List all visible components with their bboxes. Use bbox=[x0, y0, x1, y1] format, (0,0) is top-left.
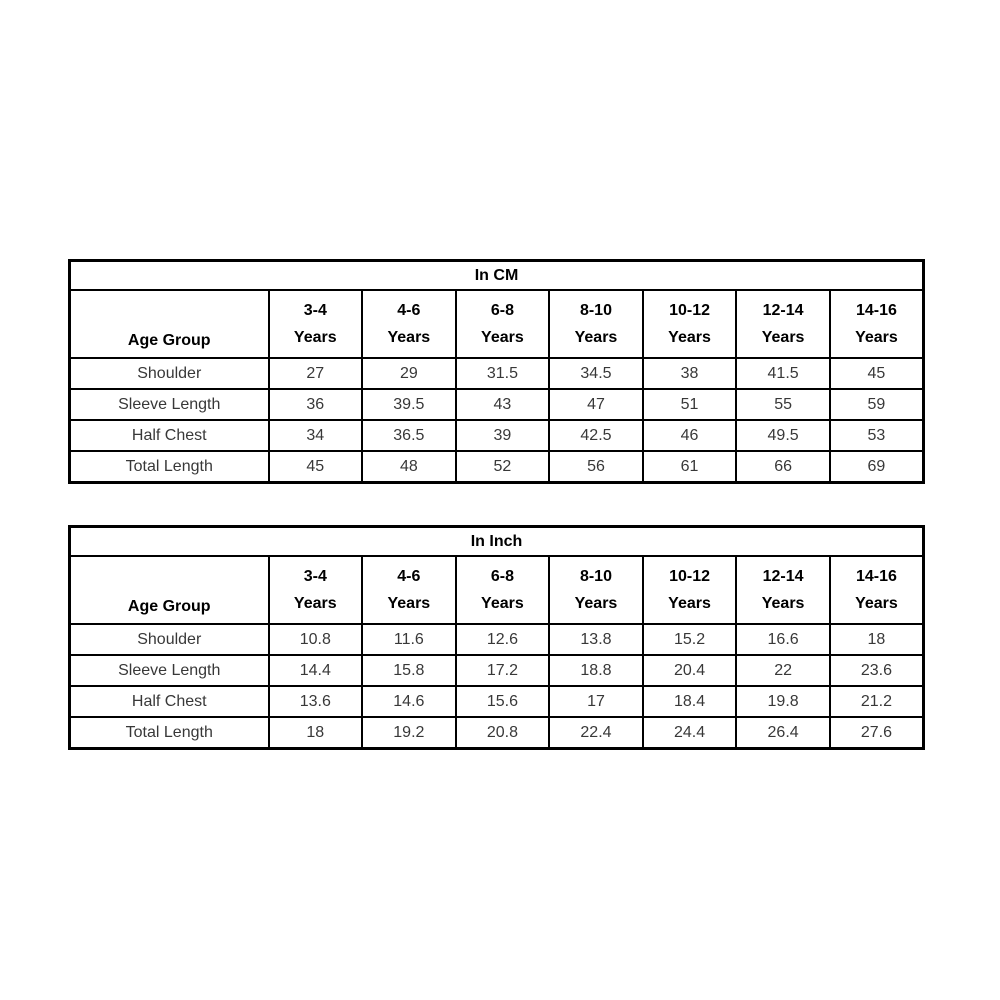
column-header-range: 12-14 bbox=[762, 302, 804, 319]
value-cell: 24.4 bbox=[643, 717, 737, 749]
size-chart-inch bbox=[68, 525, 925, 750]
value-cell: 34 bbox=[269, 420, 363, 451]
column-header bbox=[456, 290, 550, 358]
column-header-unit: Years bbox=[855, 329, 898, 346]
value-cell: 34.5 bbox=[549, 358, 643, 389]
column-header-range: 8-10 bbox=[579, 302, 612, 319]
value-cell: 14.4 bbox=[269, 655, 363, 686]
value-cell: 21.2 bbox=[830, 686, 924, 717]
value-cell: 42.5 bbox=[549, 420, 643, 451]
row-label: Total Length bbox=[70, 717, 269, 749]
table-row bbox=[70, 624, 924, 655]
value-cell: 20.8 bbox=[456, 717, 550, 749]
value-cell: 46 bbox=[643, 420, 737, 451]
size-table bbox=[68, 259, 925, 484]
value-cell: 18.8 bbox=[549, 655, 643, 686]
value-cell: 59 bbox=[830, 389, 924, 420]
value-cell: 18 bbox=[269, 717, 363, 749]
value-cell: 19.8 bbox=[736, 686, 830, 717]
column-header bbox=[643, 556, 737, 624]
value-cell: 53 bbox=[830, 420, 924, 451]
column-header bbox=[549, 290, 643, 358]
value-cell: 29 bbox=[362, 358, 456, 389]
value-cell: 22.4 bbox=[549, 717, 643, 749]
table-row bbox=[70, 655, 924, 686]
column-header-unit: Years bbox=[293, 595, 337, 612]
value-cell: 11.6 bbox=[362, 624, 456, 655]
column-header-range: 4-6 bbox=[397, 568, 421, 585]
value-cell: 39.5 bbox=[362, 389, 456, 420]
value-cell: 55 bbox=[736, 389, 830, 420]
column-header-range: 10-12 bbox=[669, 302, 710, 319]
value-cell: 12.6 bbox=[456, 624, 550, 655]
column-header bbox=[830, 290, 924, 358]
column-header-unit: Years bbox=[855, 595, 898, 612]
table-title: In CM bbox=[70, 261, 924, 291]
value-cell: 27.6 bbox=[830, 717, 924, 749]
value-cell: 15.8 bbox=[362, 655, 456, 686]
value-cell: 41.5 bbox=[736, 358, 830, 389]
value-cell: 18 bbox=[830, 624, 924, 655]
column-header bbox=[362, 290, 456, 358]
age-group-header: Age Group bbox=[70, 290, 269, 358]
value-cell: 17.2 bbox=[456, 655, 550, 686]
value-cell: 31.5 bbox=[456, 358, 550, 389]
size-chart-cm bbox=[68, 259, 925, 484]
value-cell: 19.2 bbox=[362, 717, 456, 749]
value-cell: 36.5 bbox=[362, 420, 456, 451]
column-header-range: 6-8 bbox=[490, 568, 514, 585]
table-title: In Inch bbox=[70, 527, 924, 557]
row-label: Shoulder bbox=[70, 624, 269, 655]
column-header bbox=[830, 556, 924, 624]
column-header bbox=[456, 556, 550, 624]
value-cell: 13.8 bbox=[549, 624, 643, 655]
value-cell: 16.6 bbox=[736, 624, 830, 655]
column-header-unit: Years bbox=[761, 595, 805, 612]
row-label: Sleeve Length bbox=[70, 655, 269, 686]
value-cell: 26.4 bbox=[736, 717, 830, 749]
value-cell: 15.2 bbox=[643, 624, 737, 655]
column-header-unit: Years bbox=[387, 329, 431, 346]
column-header-range: 6-8 bbox=[490, 302, 514, 319]
value-cell: 20.4 bbox=[643, 655, 737, 686]
value-cell: 56 bbox=[549, 451, 643, 483]
column-header-range: 14-16 bbox=[855, 302, 897, 319]
table-row bbox=[70, 686, 924, 717]
row-label: Total Length bbox=[70, 451, 269, 483]
value-cell: 18.4 bbox=[643, 686, 737, 717]
table-row bbox=[70, 717, 924, 749]
column-header-range: 14-16 bbox=[855, 568, 897, 585]
value-cell: 10.8 bbox=[269, 624, 363, 655]
table-row bbox=[70, 358, 924, 389]
row-label: Sleeve Length bbox=[70, 389, 269, 420]
column-header-unit: Years bbox=[574, 329, 618, 346]
value-cell: 22 bbox=[736, 655, 830, 686]
column-header bbox=[269, 556, 363, 624]
value-cell: 15.6 bbox=[456, 686, 550, 717]
column-header-unit: Years bbox=[481, 329, 524, 346]
column-header bbox=[643, 290, 737, 358]
column-header-range: 12-14 bbox=[762, 568, 804, 585]
value-cell: 45 bbox=[269, 451, 363, 483]
column-header-unit: Years bbox=[668, 595, 711, 612]
column-header bbox=[362, 556, 456, 624]
value-cell: 45 bbox=[830, 358, 924, 389]
column-header-range: 10-12 bbox=[669, 568, 710, 585]
value-cell: 23.6 bbox=[830, 655, 924, 686]
size-table bbox=[68, 525, 925, 750]
value-cell: 49.5 bbox=[736, 420, 830, 451]
column-header bbox=[736, 290, 830, 358]
value-cell: 52 bbox=[456, 451, 550, 483]
value-cell: 48 bbox=[362, 451, 456, 483]
row-label: Half Chest bbox=[70, 686, 269, 717]
column-header-unit: Years bbox=[293, 329, 337, 346]
value-cell: 39 bbox=[456, 420, 550, 451]
row-label: Half Chest bbox=[70, 420, 269, 451]
column-header-range: 8-10 bbox=[579, 568, 612, 585]
value-cell: 17 bbox=[549, 686, 643, 717]
value-cell: 14.6 bbox=[362, 686, 456, 717]
value-cell: 61 bbox=[643, 451, 737, 483]
column-header-unit: Years bbox=[481, 595, 524, 612]
value-cell: 51 bbox=[643, 389, 737, 420]
value-cell: 38 bbox=[643, 358, 737, 389]
column-header-range: 3-4 bbox=[303, 302, 327, 319]
age-group-header: Age Group bbox=[70, 556, 269, 624]
column-header-unit: Years bbox=[761, 329, 805, 346]
column-header-unit: Years bbox=[574, 595, 618, 612]
column-header-range: 3-4 bbox=[303, 568, 327, 585]
column-header bbox=[736, 556, 830, 624]
column-header bbox=[549, 556, 643, 624]
table-row bbox=[70, 420, 924, 451]
column-header-range: 4-6 bbox=[397, 302, 421, 319]
value-cell: 36 bbox=[269, 389, 363, 420]
value-cell: 47 bbox=[549, 389, 643, 420]
value-cell: 69 bbox=[830, 451, 924, 483]
value-cell: 27 bbox=[269, 358, 363, 389]
column-header-unit: Years bbox=[387, 595, 431, 612]
value-cell: 66 bbox=[736, 451, 830, 483]
column-header-unit: Years bbox=[668, 329, 711, 346]
table-row bbox=[70, 389, 924, 420]
value-cell: 43 bbox=[456, 389, 550, 420]
table-row bbox=[70, 451, 924, 483]
row-label: Shoulder bbox=[70, 358, 269, 389]
value-cell: 13.6 bbox=[269, 686, 363, 717]
column-header bbox=[269, 290, 363, 358]
